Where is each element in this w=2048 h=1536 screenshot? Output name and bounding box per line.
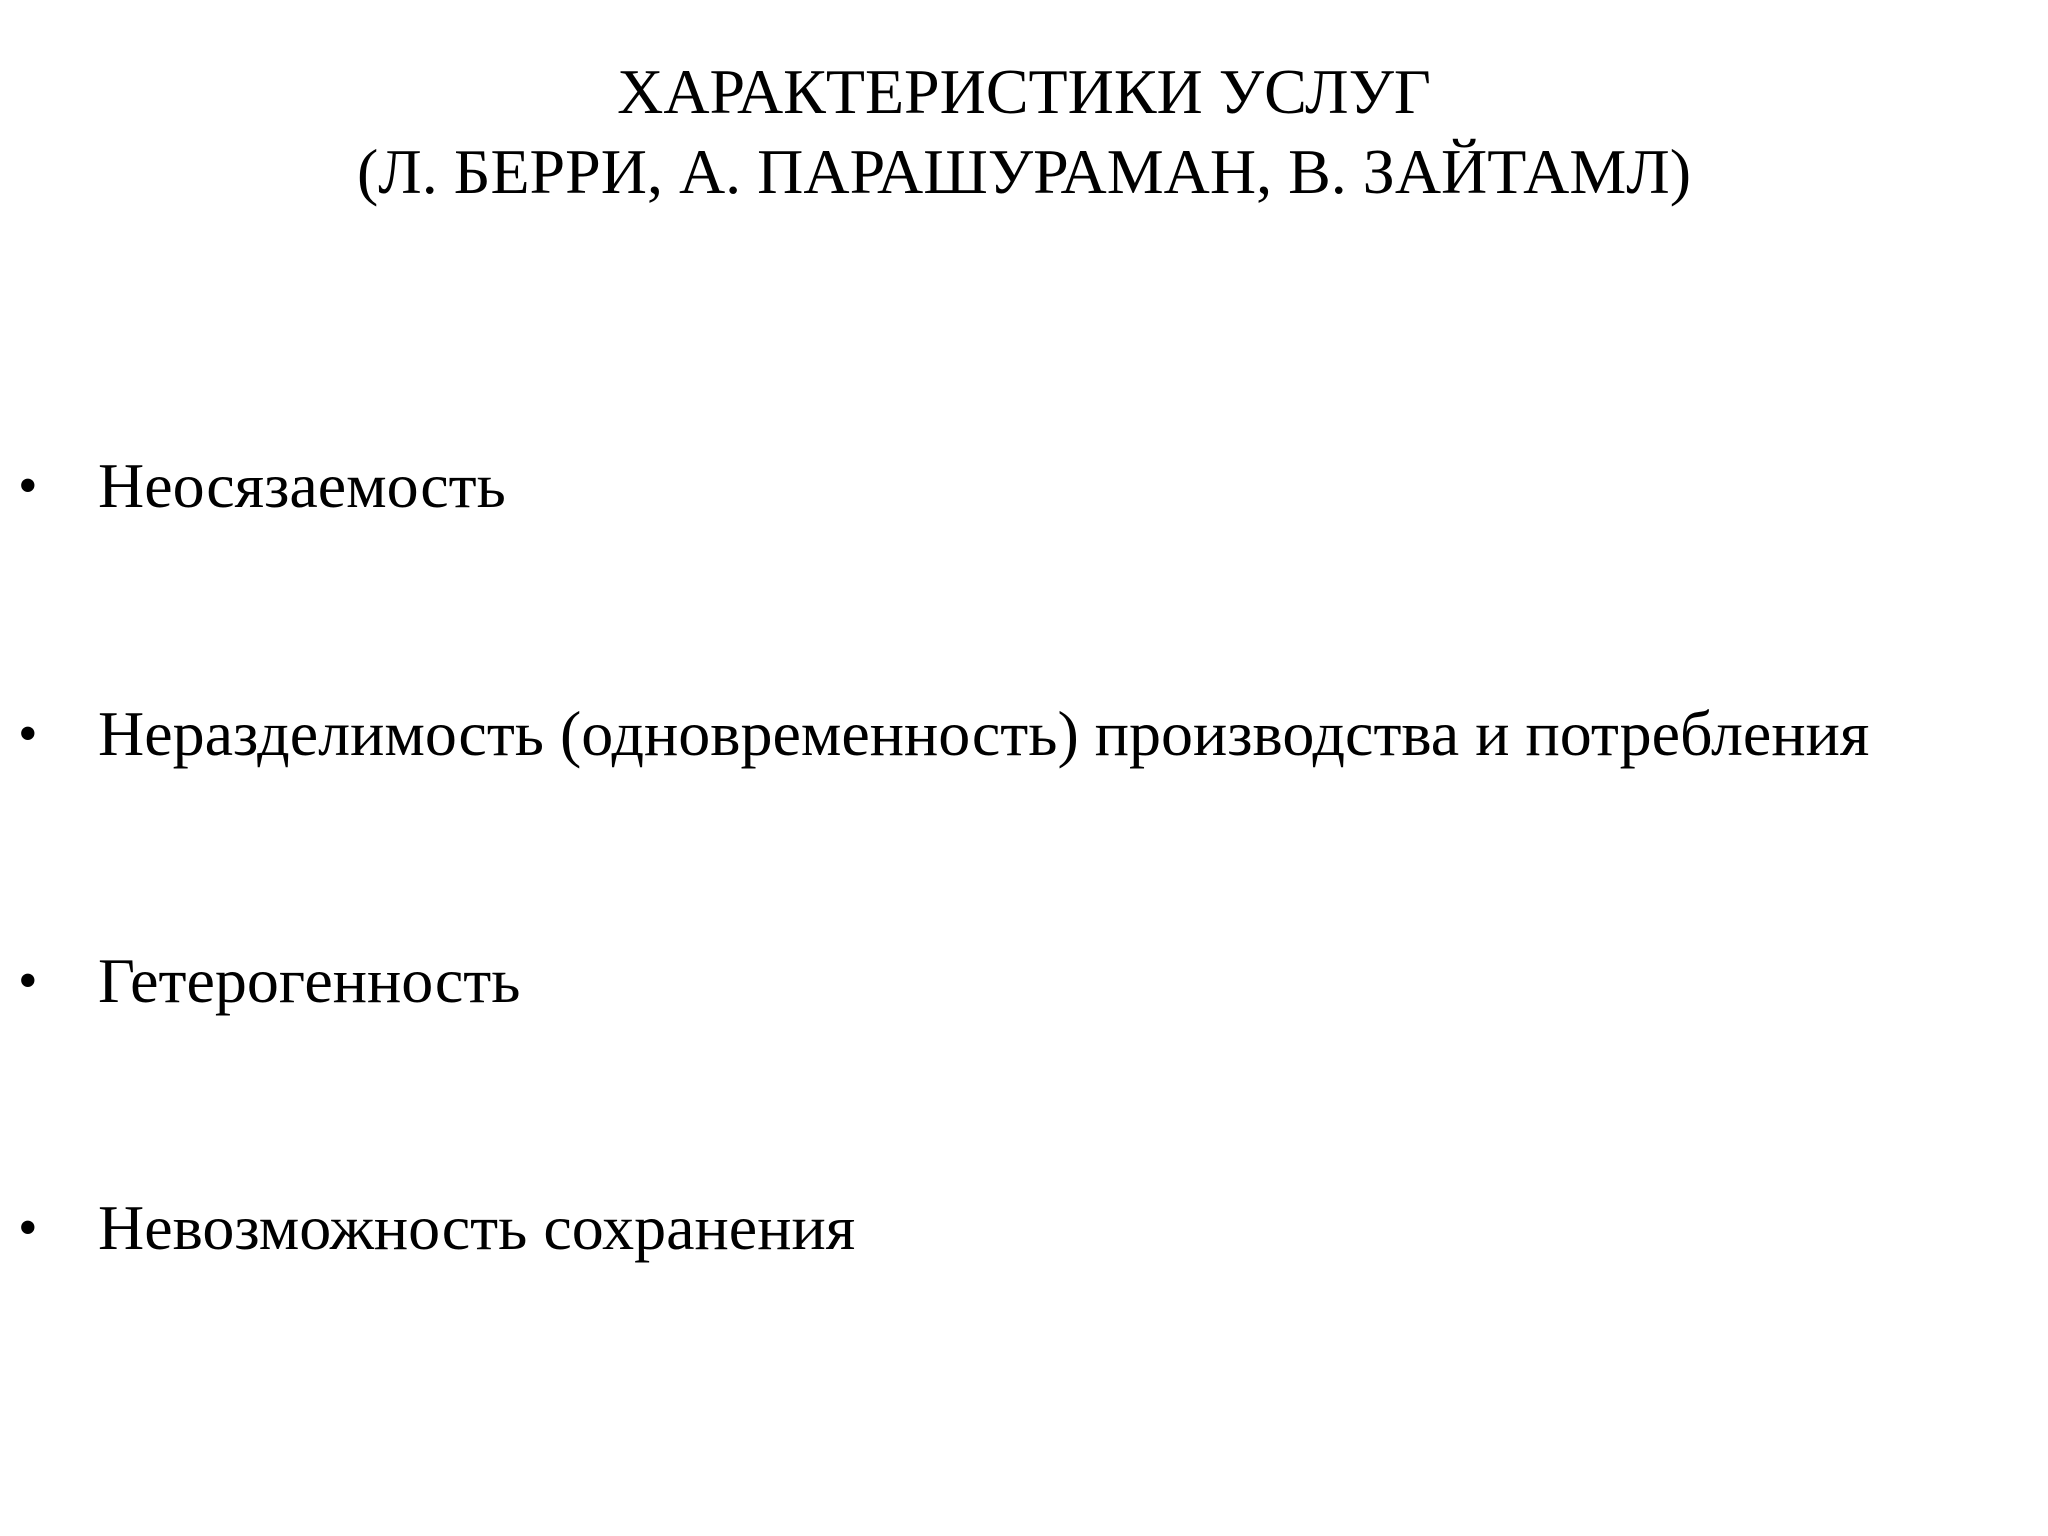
bullet-text: Невозможность сохранения xyxy=(98,1192,856,1263)
bullet-icon: • xyxy=(18,703,38,765)
bullet-item xyxy=(0,941,2048,1021)
bullet-icon: • xyxy=(18,455,38,517)
bullet-text: Неразделимость (одновременность) производства и потребления xyxy=(98,698,1870,769)
slide-title-line: ХАРАКТЕРИСТИКИ УСЛУГ xyxy=(617,56,1431,127)
bullet-text: Неосязаемость xyxy=(98,450,506,521)
bullet-icon: • xyxy=(18,1197,38,1259)
bullet-item xyxy=(0,1188,2048,1268)
bullet-icon: • xyxy=(18,950,38,1012)
slide-subtitle-line: (Л. БЕРРИ, А. ПАРАШУРАМАН, В. ЗАЙТАМЛ) xyxy=(356,136,1692,207)
bullet-item xyxy=(0,694,2048,774)
bullet-text: Гетерогенность xyxy=(98,945,521,1016)
bullet-item xyxy=(0,446,2048,526)
